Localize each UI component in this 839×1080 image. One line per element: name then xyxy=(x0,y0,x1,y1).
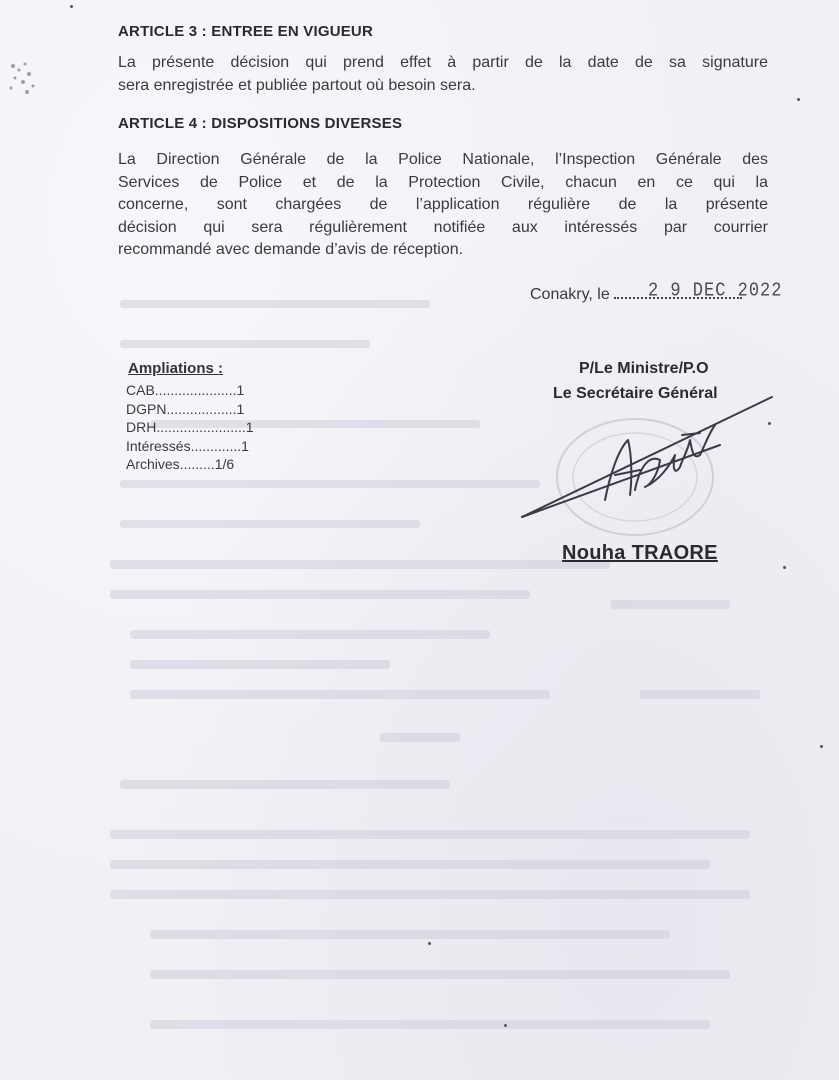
article-4-line: décision qui sera régulièrement notifiée aux intéressés par courrier xyxy=(118,218,768,236)
ampliations-title: Ampliations : xyxy=(128,360,224,377)
ampliation-item: Intéressés.............1 xyxy=(126,437,249,454)
article-4-text xyxy=(118,149,768,262)
signatory-title: Le Secrétaire Général xyxy=(553,385,718,402)
article-3-heading: ARTICLE 3 : ENTREE EN VIGUEUR xyxy=(118,23,373,40)
ink-speck xyxy=(504,1024,507,1027)
paper-damage-mark xyxy=(3,58,43,104)
ampliation-item: CAB.....................1 xyxy=(126,382,245,398)
signatory-role: P/Le Ministre/P.O xyxy=(579,360,709,377)
ampliation-item: DRH.......................1 xyxy=(126,419,254,435)
ink-speck xyxy=(820,745,823,748)
ink-speck xyxy=(783,566,786,569)
ink-speck xyxy=(428,942,431,945)
article-3-line: sera enregistrée et publiée partout où besoin sera. xyxy=(118,76,476,94)
article-4-line: Services de Police et de la Protection Civile, chacun en ce qui la xyxy=(118,173,768,191)
ampliations-list xyxy=(126,381,254,474)
ampliation-item: Archives.........1/6 xyxy=(126,456,235,472)
article-3-line: La présente décision qui prend effet à partir de la date de sa signature xyxy=(118,54,768,71)
ink-speck xyxy=(70,5,73,8)
article-4-line: concerne, sont chargées de l’application régulière de la présente xyxy=(118,196,768,213)
article-4-heading: ARTICLE 4 : DISPOSITIONS DIVERSES xyxy=(118,115,403,132)
ampliation-item: DGPN..................1 xyxy=(126,400,245,417)
ink-speck xyxy=(768,422,771,425)
handwritten-signature xyxy=(510,395,790,535)
article-4-line: La Direction Générale de la Police Nationale, l’Inspection Générale des xyxy=(118,151,768,168)
date-place: Conakry, le xyxy=(530,286,610,303)
ink-speck xyxy=(797,98,800,101)
article-4-line: recommandé avec demande d’avis de réception. xyxy=(118,241,464,258)
date-stamp: 2 9 DEC 2022 xyxy=(648,280,783,303)
signatory-name: Nouha TRAORE xyxy=(562,542,718,564)
article-3-text xyxy=(118,52,768,97)
